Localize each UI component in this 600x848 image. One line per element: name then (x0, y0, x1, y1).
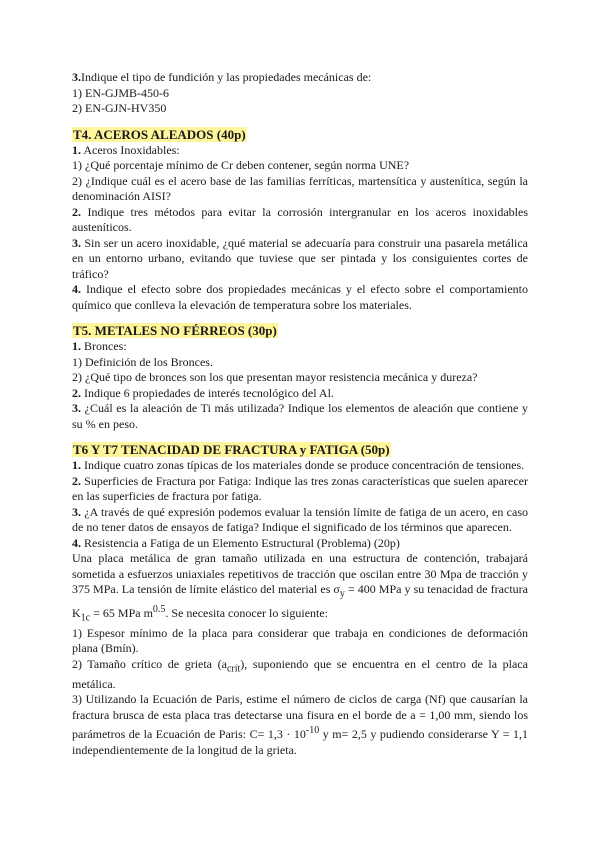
problem-statement: Una placa metálica de gran tamaño utilizada en una estructura de contención, trabajará sometida a esfuerzos uniaxiales repetitivos de tracción que oscilan entre 30 Mpa de tracción y 375 MPa. La tensión de límite elástico del material es $\sigma_y = 400$ MPa y su tenacidad de fractura $K_{1c} = 65$ MPa $m^{0.5}$. Se necesita conocer lo siguiente: (72, 551, 528, 624)
question-t3-3 (72, 70, 528, 86)
sub-question: 2) ¿Indique cuál es el acero base de las familias ferríticas, martensítica y austenítica, según la denominación AISI? (72, 173, 528, 203)
question-t5-3: 3. ¿Cuál es la aleación de Ti más utilizada? Indique los elementos de aleación que contiene y su % en peso. (72, 401, 528, 431)
list-item: 1) EN-GJMB-450-6 (72, 85, 169, 100)
question-t4-4: 4. Indique el efecto sobre dos propiedades mecánicas y el efecto sobre el comportamiento químico que conlleva la elevación de temperatura sobre los materiales. (72, 282, 529, 312)
question-t6-3: 3. ¿A través de qué expresión podemos evaluar la tensión límite de fatiga de un acero, en caso de no tener datos de ensayos de fatiga? Indique el significado de los términos que aparecen. (72, 504, 529, 534)
question-t4-1: 1. Aceros Inoxidables: (72, 142, 180, 157)
question-t6-2: 2. Superficies de Fractura por Fatiga: Indique las tres zonas características que suelen aparecer en las superficies de fractura por fatiga. (72, 473, 528, 503)
sub-question: 1) ¿Qué porcentaje mínimo de Cr deben contener, según norma UNE? (72, 158, 410, 172)
question-t6-1: 1. Indique cuatro zonas típicas de los materiales donde se produce concentración de tensiones. (72, 458, 525, 472)
sub-question: 1) Definición de los Bronces. (72, 354, 213, 369)
question-t5-2: 2. Indique 6 propiedades de interés tecnológico del Al. (72, 385, 334, 400)
section-heading-t4: T4. ACEROS ALEADOS (40p) (73, 126, 246, 142)
section-heading-t5: T5. METALES NO FÉRREOS (30p) (73, 323, 277, 338)
sub-question: 2) ¿Qué tipo de bronces son los que presentan mayor resistencia mecánica y dureza? (72, 370, 478, 384)
question-text: Indique el tipo de fundición y las propiedades mecánicas de: (81, 70, 372, 84)
section-heading-t6-t7: T6 Y T7 TENACIDAD DE FRACTURA y FATIGA (50p) (73, 442, 390, 457)
problem-item: 2) Tamaño crítico de grieta $(a_{crít})$, suponiendo que se encuentra en el centro de la placa metálica. (72, 656, 528, 691)
list-item: 2) EN-GJN-HV350 (72, 101, 167, 115)
question-t4-3: 3. Sin ser un acero inoxidable, ¿qué material se adecuaría para construir una pasarela metálica en un entorno urbano, evitando que tuviese que ser pintada y los consiguientes cortes de tráfico? (72, 235, 529, 281)
question-t5-1: 1. Bronces: (72, 339, 127, 353)
question-number: 3. (72, 70, 81, 84)
document-body (72, 70, 528, 758)
problem-item: 1) Espesor mínimo de la placa para considerar que trabaja en condiciones de deformación plana (Bmín). (72, 625, 528, 656)
question-t4-2: 2. Indique tres métodos para evitar la corrosión intergranular en los aceros inoxidables austeníticos. (72, 204, 528, 234)
question-t6-4: 4. Resistencia a Fatiga de un Elemento Estructural (Problema) (20p) (72, 535, 400, 550)
problem-item: 3) Utilizando la Ecuación de Paris, estime el número de ciclos de carga (Nf) que causarían la fractura brusca de esta placa tras detectarse una fisura en el borde de a = 1,00 mm, siendo los parámetros de la Ecuación de Paris: $C= 1,3 \cdot 10^{-10}$ y m= 2,5 y pudiendo considerarse Y = 1,1 independientemente de la longitud de la grieta. (72, 692, 528, 757)
